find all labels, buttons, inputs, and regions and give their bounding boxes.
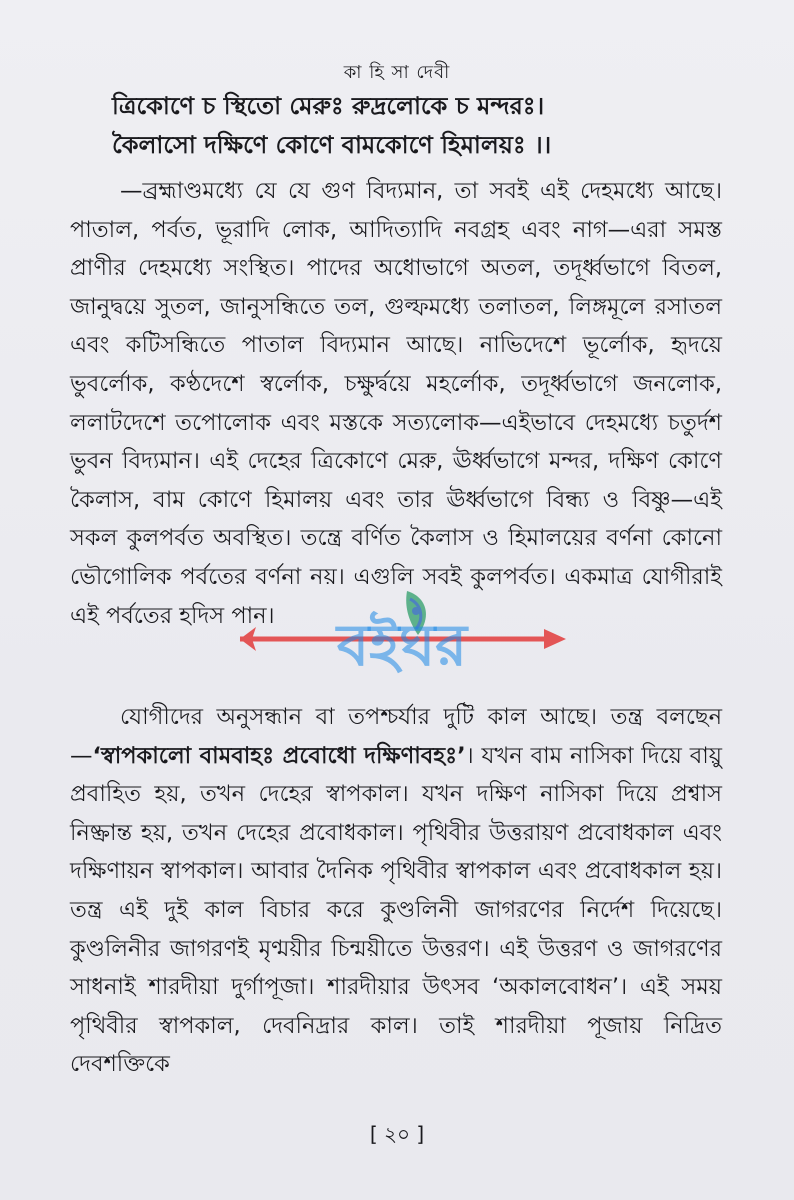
paragraph-2-rest: । যখন বাম নাসিকা দিয়ে বায়ু প্রবাহিত হয়, তখন দেহের স্বাপকাল। যখন দক্ষিণ নাসিকা দিয়ে প্রশ্বাস নিষ্ক্রান্ত হয়, তখন দেহের প্রবোধকাল। পৃথিবীর উত্তরায়ণ প্রবোধকাল এবং দক্ষিণায়ন স্বাপকাল। আবার দৈনিক পৃথিবীর স্বাপকাল এবং প্রবোধকাল হয়। তন্ত্র এই দুই কাল বিচার করে কুণ্ডলিনী জাগরণের নির্দেশ দিয়েছে। কুণ্ডলিনীর জাগরণই মৃণ্ময়ীর চিন্ময়ীতে উত্তরণ। এই উত্তরণ ও জাগরণের সাধনাই শারদীয়া দুর্গাপূজা। শারদীয়ার উৎসব ‘অকালবোধন’। এই সময় পৃথিবীর স্বাপকাল, দেবনিদ্রার কাল। তাই শারদীয়া পূজায় নিদ্রিত দেবশক্তিকে bbox=[70, 742, 722, 1078]
tantra-quote: ‘স্বাপকালো বামবাহঃ প্রবোধো দক্ষিণাবহঃ’ bbox=[92, 742, 466, 769]
verse-line-1: ত্রিকোণে চ স্থিতো মেরুঃ রুদ্রলোকে চ মন্দরঃ। bbox=[112, 92, 545, 120]
watermark-logo bbox=[232, 583, 572, 693]
paragraph-1: —ব্রহ্মাণ্ডমধ্যে যে যে গুণ বিদ্যমান, তা সবই এই দেহমধ্যে আছে। পাতাল, পর্বত, ভূরাদি লোক, আদিত্যাদি নবগ্রহ এবং নাগ—এরা সমস্ত প্রাণীর দেহমধ্যে সংস্থিত। পাদের অধোভাগে অতল, তদূর্ধ্বভাগে বিতল, জানুদ্বয়ে সুতল, জানুসন্ধিতে তল, গুল্ফমধ্যে তলাতল, লিঙ্গমূলে রসাতল এবং কটিসন্ধিতে পাতাল বিদ্যমান আছে। নাভিদেশে ভূর্লোক, হৃদয়ে ভুবর্লোক, কণ্ঠদেশে স্বর্লোক, চক্ষুর্দ্বয়ে মহর্লোক, তদূর্ধ্বভাগে জনলোক, ললাটদেশে তপোলোক এবং মস্তকে সত্যলোক—এইভাবে দেহমধ্যে চতুর্দশ ভুবন বিদ্যমান। এই দেহের ত্রিকোণে মেরু, ঊর্ধ্বভাগে মন্দর, দক্ষিণ কোণে কৈলাস, বাম কোণে হিমালয় এবং তার ঊর্ধ্বভাগে বিন্ধ্য ও বিষ্ণু—এই সকল কুলপর্বত অবস্থিত। তন্ত্রে বর্ণিত কৈলাস ও হিমালয়ের বর্ণনা কোনো ভৌগোলিক পর্বতের বর্ণনা নয়। এগুলি সবই কুলপর্বত। একমাত্র যোগীরাই এই পর্বতের হদিস পান। bbox=[70, 178, 722, 629]
paragraph-2-intro: যোগীদের অনুসন্ধান বা তপশ্চর্যার দুটি কাল আছে। তন্ত্র বলছেন— bbox=[70, 704, 722, 769]
watermark-text: বইঘর bbox=[336, 611, 468, 679]
page-number: [ ২০ ] bbox=[369, 1122, 425, 1146]
paragraph-2 bbox=[70, 698, 722, 1084]
running-head: কা হি সা দেবী bbox=[343, 62, 451, 83]
verse-line-2: কৈলাসো দক্ষিণে কোণে বামকোণে হিমালয়ঃ ।। bbox=[112, 131, 552, 159]
watermark-graphic bbox=[232, 583, 572, 693]
